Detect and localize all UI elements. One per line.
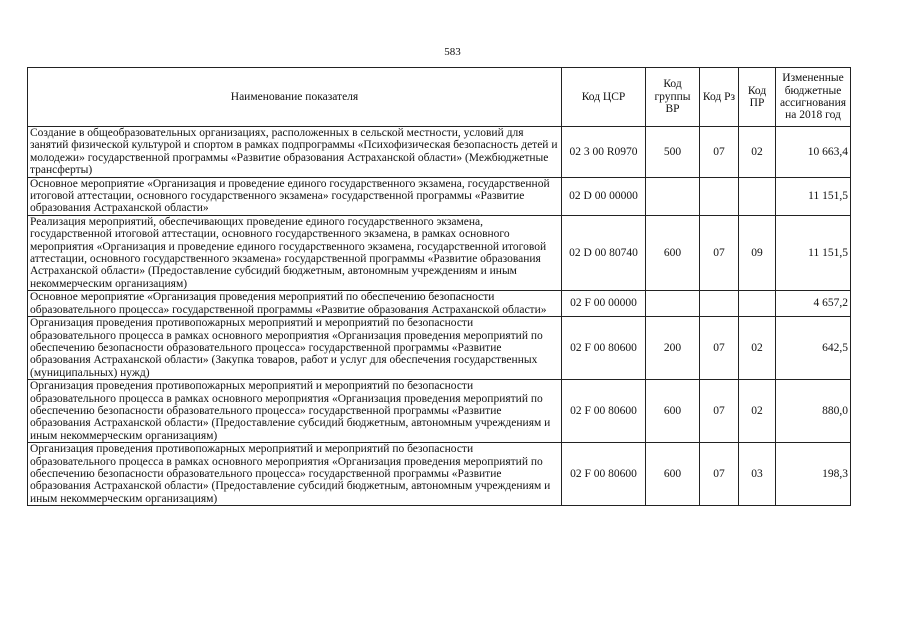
row-amount: 11 151,5 [776, 215, 851, 290]
table-row [28, 443, 851, 506]
row-rz [700, 177, 739, 215]
row-vr: 600 [646, 380, 700, 443]
row-name: Основное мероприятие «Организация проведения мероприятий по обеспечению безопасности образовательного процесса» государственной программы «Развитие образования Астраханской области» [28, 291, 562, 317]
row-vr: 600 [646, 215, 700, 290]
row-name: Основное мероприятие «Организация и проведение единого государственного экзамена, государственной итоговой аттестации, основного государственного экзамена» государственной программы «Развитие образования Астраханской области» [28, 177, 562, 215]
table-body [28, 127, 851, 506]
row-name: Организация проведения противопожарных мероприятий и мероприятий по безопасности образовательного процесса в рамках основного мероприятия «Организация проведения мероприятий по обеспечению безопасности образовательного процесса» государственной программы «Развитие образования Астраханской области» (Предоставление субсидий бюджетным, автономным учреждениям и иным некоммерческим организациям) [28, 443, 562, 506]
row-name: Создание в общеобразовательных организациях, расположенных в сельской местности, условий для занятий физической культурой и спортом в рамках подпрограммы «Психофизическая безопасность детей и молодежи» государственной программы «Развитие образования Астраханской области» (Межбюджетные трансферты) [28, 127, 562, 178]
table-row [28, 177, 851, 215]
page-number: 583 [444, 46, 461, 58]
header-vr: Код группы ВР [646, 68, 700, 127]
row-rz: 07 [700, 127, 739, 178]
row-csr: 02 D 00 80740 [562, 215, 646, 290]
header-rz: Код Рз [700, 68, 739, 127]
row-vr [646, 177, 700, 215]
row-vr: 500 [646, 127, 700, 178]
row-name: Организация проведения противопожарных мероприятий и мероприятий по безопасности образовательного процесса в рамках основного мероприятия «Организация проведения мероприятий по обеспечению безопасности образовательного процесса» государственной программы «Развитие образования Астраханской области» (Предоставление субсидий бюджетным, автономным учреждениям и иным некоммерческим организациям) [28, 380, 562, 443]
row-amount: 880,0 [776, 380, 851, 443]
header-amount: Измененные бюджетные ассигнования на 2018 год [776, 68, 851, 127]
table-row [28, 215, 851, 290]
row-amount: 10 663,4 [776, 127, 851, 178]
row-amount: 642,5 [776, 317, 851, 380]
table-row [28, 291, 851, 317]
row-pr: 02 [739, 380, 776, 443]
row-csr: 02 F 00 80600 [562, 380, 646, 443]
row-csr: 02 3 00 R0970 [562, 127, 646, 178]
table-row [28, 127, 851, 178]
header-name: Наименование показателя [28, 68, 562, 127]
row-pr: 03 [739, 443, 776, 506]
row-rz: 07 [700, 317, 739, 380]
row-rz [700, 291, 739, 317]
row-pr: 09 [739, 215, 776, 290]
row-name: Организация проведения противопожарных мероприятий и мероприятий по безопасности образовательного процесса в рамках основного мероприятия «Организация проведения мероприятий по обеспечению безопасности образовательного процесса» государственной программы «Развитие образования Астраханской области» (Закупка товаров, работ и услуг для обеспечения государственных (муниципальных) нужд) [28, 317, 562, 380]
table-header [28, 68, 851, 127]
row-name: Реализация мероприятий, обеспечивающих проведение единого государственного экзамена, государственной итоговой аттестации, основного государственного экзамена, в рамках основного мероприятия «Организация и проведение единого государственного экзамена, государственной итоговой аттестации, основного государственного экзамена» государственной программы «Развитие образования Астраханской области» (Предоставление субсидий бюджетным, автономным учреждениям и иным некоммерческим организациям) [28, 215, 562, 290]
header-csr: Код ЦСР [562, 68, 646, 127]
row-csr: 02 F 00 00000 [562, 291, 646, 317]
row-amount: 198,3 [776, 443, 851, 506]
row-rz: 07 [700, 215, 739, 290]
row-amount: 11 151,5 [776, 177, 851, 215]
row-vr: 200 [646, 317, 700, 380]
header-pr: Код ПР [739, 68, 776, 127]
row-amount: 4 657,2 [776, 291, 851, 317]
budget-table [27, 67, 851, 506]
row-rz: 07 [700, 380, 739, 443]
table-row [28, 317, 851, 380]
row-csr: 02 F 00 80600 [562, 317, 646, 380]
row-vr: 600 [646, 443, 700, 506]
row-pr: 02 [739, 127, 776, 178]
row-csr: 02 D 00 00000 [562, 177, 646, 215]
row-vr [646, 291, 700, 317]
row-pr [739, 177, 776, 215]
row-pr: 02 [739, 317, 776, 380]
row-pr [739, 291, 776, 317]
header-row [28, 68, 851, 127]
row-rz: 07 [700, 443, 739, 506]
row-csr: 02 F 00 80600 [562, 443, 646, 506]
table-row [28, 380, 851, 443]
